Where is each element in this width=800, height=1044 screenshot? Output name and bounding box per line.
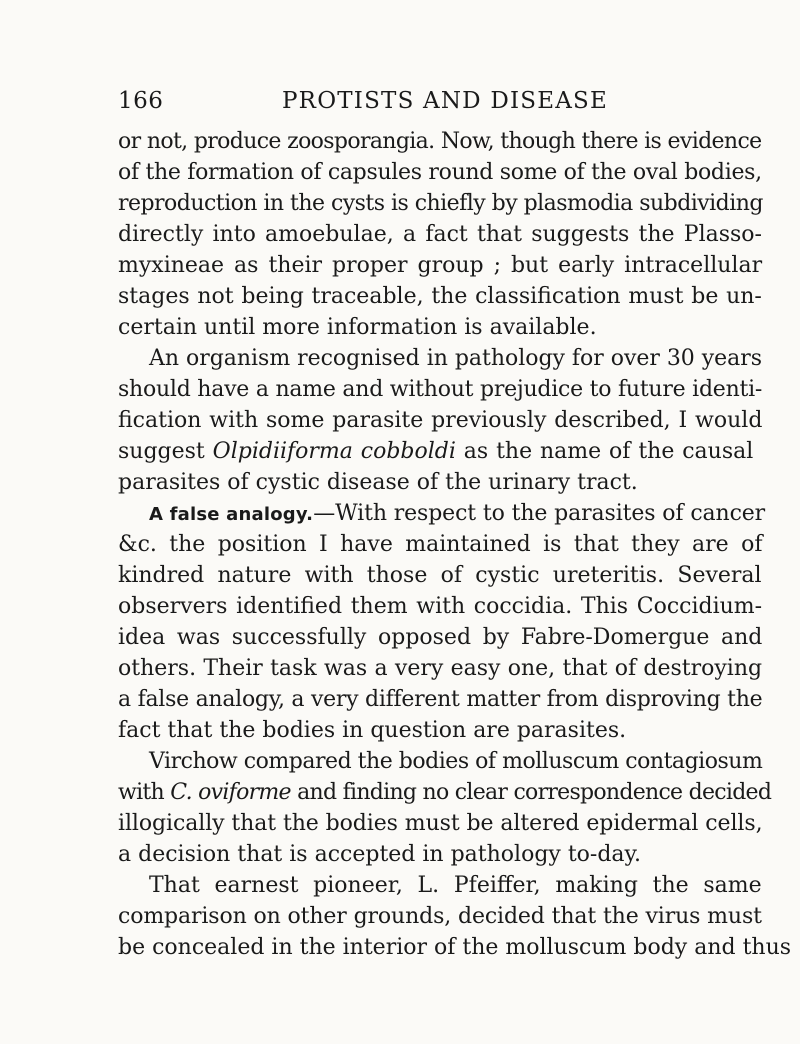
text-line: others. Their task was a very easy one, that of destroying <box>118 656 763 681</box>
page-number: 166 <box>118 88 164 114</box>
text-line: &c. the position I have maintained is that they are of <box>118 532 763 557</box>
text-line: comparison on other grounds, decided that the virus must <box>118 904 762 929</box>
text-run: with <box>118 780 171 805</box>
text-line: a false analogy, a very different matter from disproving the <box>118 687 763 712</box>
text-line: illogically that the bodies must be altered epidermal cells, <box>118 811 763 836</box>
paragraph-first-line <box>149 500 765 529</box>
paragraph-first-line: An organism recognised in pathology for over 30 years <box>149 346 763 371</box>
text-line: idea was successfully opposed by Fabre-Domergue and <box>118 625 763 650</box>
text-line: fact that the bodies in question are parasites. <box>118 718 627 743</box>
paragraph-first-line: Virchow compared the bodies of molluscum contagiosum <box>149 749 763 774</box>
run-in-heading: A false analogy. <box>149 504 314 525</box>
text-line: or not, produce zoosporangia. Now, though there is evidence <box>118 129 762 154</box>
paragraph-first-line: That earnest pioneer, L. Pfeiffer, making the same <box>149 873 762 898</box>
text-run: —With respect to the parasites of cancer <box>313 501 766 526</box>
text-line <box>118 779 771 807</box>
text-line: myxineae as their proper group ; but early intracellular <box>118 253 763 278</box>
text-line: a decision that is accepted in pathology to-day. <box>118 842 642 867</box>
running-title: PROTISTS AND DISEASE <box>282 88 608 114</box>
text-line: kindred nature with those of cystic ureteritis. Several <box>118 563 762 588</box>
text-line: of the formation of capsules round some of the oval bodies, <box>118 160 762 185</box>
text-line: observers identified them with coccidia. This Coccidium- <box>118 594 763 619</box>
text-line: be concealed in the interior of the molluscum body and thus <box>118 935 792 960</box>
text-run: suggest <box>118 439 213 464</box>
running-head <box>118 88 758 120</box>
text-run: as the name of the causal <box>455 439 754 464</box>
text-line <box>118 438 753 466</box>
text-line: parasites of cystic disease of the urinary tract. <box>118 470 638 495</box>
text-line: certain until more information is available. <box>118 315 597 340</box>
text-line: should have a name and without prejudice to future identi- <box>118 377 763 402</box>
text-line: directly into amoebulae, a fact that suggests the Plasso- <box>118 222 762 247</box>
species-name: Olpidiiforma cobboldi <box>212 439 456 464</box>
text-line: reproduction in the cysts is chiefly by plasmodia subdividing <box>118 191 763 216</box>
text-line: stages not being traceable, the classification must be un- <box>118 284 762 309</box>
text-run: and finding no clear correspondence decided <box>290 780 772 805</box>
species-name: C. oviforme <box>170 780 291 805</box>
text-line: fication with some parasite previously described, I would <box>118 408 763 433</box>
